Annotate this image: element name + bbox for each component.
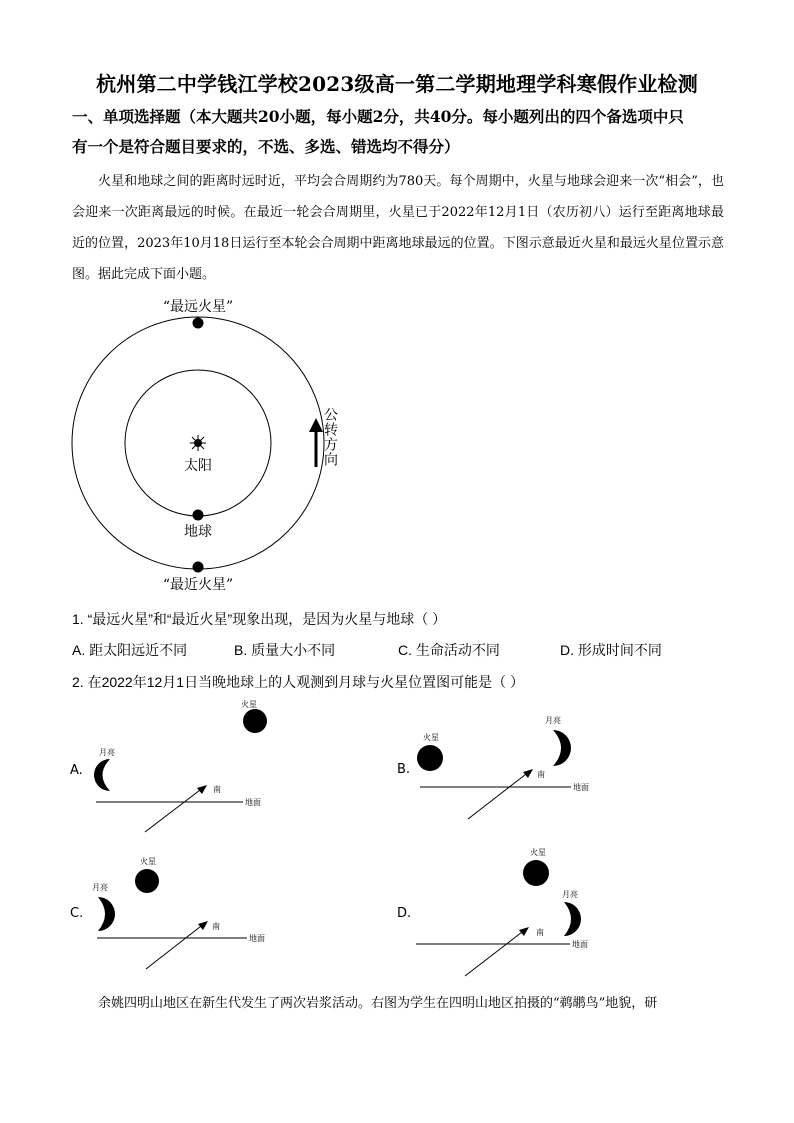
option-d-arrow [465,929,526,976]
q1-option-c[interactable]: C. 生命活动不同 [398,642,500,658]
q2-option-b-figure[interactable] [393,712,613,824]
page-title: 杭州第二中学钱江学校2023级高一第二学期地理学科寒假作业检测 [96,72,698,96]
section-heading-line2: 有一个是符合题目要求的，不选、多选、错选均不得分） [72,137,460,156]
option-a-moon-label: 月亮 [99,748,115,757]
q1-option-d[interactable]: D. 形成时间不同 [560,642,662,658]
option-c-letter: C. [70,906,84,921]
option-a-letter: A. [70,763,83,778]
option-d-mars-label: 火星 [530,848,546,857]
question-1-stem: 1. “最远火星”和“最近火星”现象出现，是因为火星与地球（ ） [72,611,447,627]
option-b-moon-label: 月亮 [545,716,561,725]
option-b-south-label: 南 [537,770,545,779]
option-a-south-label: 南 [213,785,221,794]
sun-icon [190,435,206,451]
farthest-mars-dot [193,318,204,329]
q2-option-a-figure[interactable] [66,696,286,836]
option-d-south-label: 南 [536,928,544,937]
option-c-mars-label: 火星 [140,857,156,866]
bottom-text: 余姚四明山地区在新生代发生了两次岩浆活动。右图为学生在四明山地区拍摄的“鹈鹕鸟”地貌，研 [98,996,658,1011]
q1-option-a[interactable]: A. 距太阳远近不同 [72,642,188,658]
option-c-arrow [146,923,205,969]
intro-paragraph [72,166,724,290]
nearest-mars-dot [193,562,204,573]
option-b-arrow [468,771,530,819]
nearest-mars-label: “最近火星” [162,577,234,593]
option-c-south-label: 南 [212,922,220,931]
option-d-moon [564,902,581,936]
option-a-moon [94,759,110,791]
option-b-letter: B. [397,762,411,777]
option-d-moon-label: 月亮 [562,890,578,899]
intro-text: 火星和地球之间的距离时远时近，平均会合周期约为780天。每个周期中，火星与地球会迎来一次“相会”，也会迎来一次距离最远的时候。在最近一轮会合周期里，火星已于2022年12月1日（农历初八）运行至距离地球最近的位置，2023年10月18日运行至本轮会合周期中距离地球最远的位置。下图示意最近火星和最远火星位置示意图。据此完成下面小题。 [72,174,724,282]
option-a-arrow [145,787,204,832]
option-b-mars-label: 火星 [423,733,439,742]
question-2-stem: 2. 在2022年12月1日当晚地球上的人观测到月球与火星位置图可能是（ ） [72,674,524,690]
option-b-ground-label: 地面 [573,783,589,792]
section-heading-line1: 一、单项选择题（本大题共20小题，每小题2分，共40分。每小题列出的四个备选项中只 [72,107,684,126]
option-c-ground-label: 地面 [249,934,265,943]
option-d-mars [523,860,549,886]
revolution-direction-label: 公转方向 [322,407,338,467]
q2-option-d-figure[interactable] [393,844,613,978]
revolution-arrow-icon [309,418,323,467]
sun-label: 太阳 [184,458,212,474]
option-d-letter: D. [397,906,412,921]
earth-dot [193,510,204,521]
option-a-mars-label: 火星 [241,700,257,709]
q2-option-c-figure[interactable] [66,854,286,974]
earth-label: 地球 [184,524,212,540]
option-c-moon-label: 月亮 [92,883,108,892]
option-c-mars [135,869,159,893]
q1-option-b[interactable]: B. 质量大小不同 [234,642,336,658]
bottom-paragraph [72,988,724,1019]
option-d-ground-label: 地面 [572,940,588,949]
option-b-moon [553,730,571,766]
option-a-mars [243,709,267,733]
farthest-mars-label: “最远火星” [162,299,234,315]
option-a-ground-label: 地面 [245,798,261,807]
orbit-diagram [60,290,360,600]
option-b-mars [417,745,443,771]
option-c-moon [98,897,115,931]
